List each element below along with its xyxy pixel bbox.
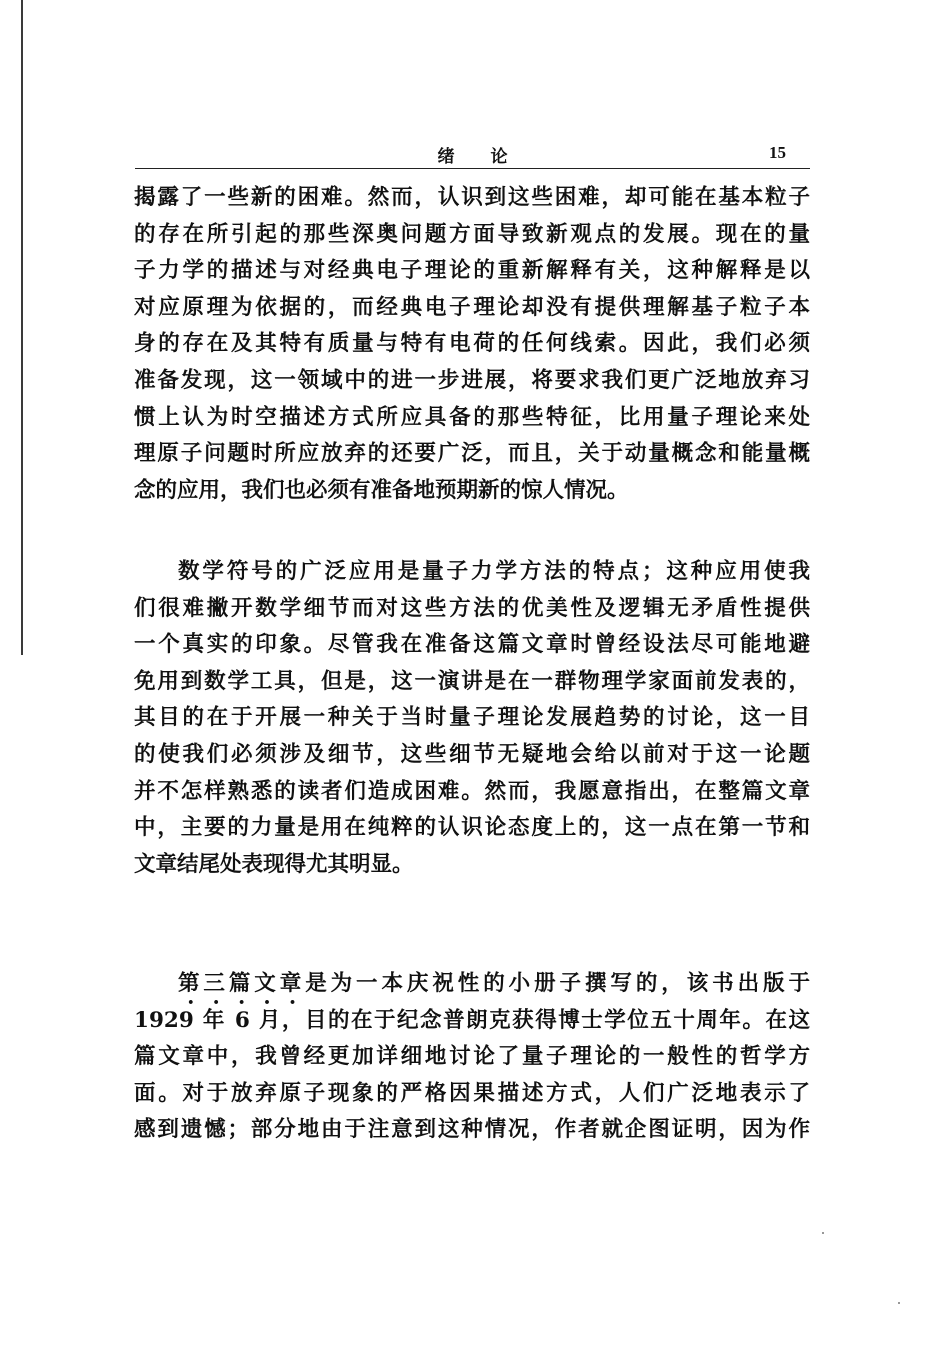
- text-line: 们很难撇开数学细节而对这些方法的优美性及逻辑无矛盾性提供: [134, 595, 810, 621]
- text-line: 其目的在于开展一种关于当时量子理论发展趋势的讨论，这一目: [134, 705, 810, 731]
- page-number: 15: [769, 143, 786, 162]
- scan-speck: [822, 1232, 824, 1234]
- paragraph-1: [134, 180, 810, 509]
- text-line: 并不怎样熟悉的读者们造成困难。然而，我愿意指出，在整篇文章: [134, 778, 810, 804]
- text-line: [134, 966, 810, 1003]
- text-line: 准备发现，这一领域中的进一步进展，将要求我们更广泛地放弃习: [134, 367, 810, 393]
- text-line: 1929 年 6 月，目的在于纪念普朗克获得博士学位五十周年。在这: [134, 1007, 810, 1033]
- text-line: 一个真实的印象。尽管我在准备这篇文章时曾经设法尽可能地避: [134, 632, 810, 658]
- chapter-title: 绪论: [437, 147, 544, 167]
- paragraph-2: [134, 554, 810, 883]
- text-line: 中，主要的力量是用在纯粹的认识论态度上的，这一点在第一节和: [134, 815, 810, 841]
- text-line: 念的应用，我们也必须有准备地预期新的惊人情况。: [134, 477, 629, 503]
- text-line: 理原子问题时所应放弃的还要广泛，而且，关于动量概念和能量概: [134, 441, 810, 467]
- text-line: 的使我们必须涉及细节，这些细节无疑地会给以前对于这一论题: [134, 741, 810, 767]
- text-line: 的存在所引起的那些深奥问题方面导致新观点的发展。现在的量: [134, 221, 810, 247]
- running-header: [135, 140, 810, 169]
- text-line: 对应原理为依据的，而经典电子理论却没有提供理解基子粒子本: [134, 294, 810, 320]
- left-margin-line: [21, 0, 23, 655]
- text-line-rest: 是为一本庆祝性的小册子撰写的，该书出版于: [305, 971, 810, 996]
- text-line: 惯上认为时空描述方式所应具备的那些特征，比用量子理论来处: [134, 404, 810, 430]
- text-line: 感到遗憾；部分地由于注意到这种情况，作者就企图证明，因为作: [134, 1117, 810, 1143]
- emphasized-phrase: 第三篇文章: [178, 971, 306, 996]
- text-line: 文章结尾处表现得尤其明显。: [134, 851, 414, 877]
- scan-speck: [898, 1302, 900, 1304]
- text-line: 面。对于放弃原子现象的严格因果描述方式，人们广泛地表示了: [134, 1080, 810, 1106]
- text-line: 数学符号的广泛应用是量子力学方法的特点；这种应用使我: [178, 559, 810, 584]
- text-line: 揭露了一些新的困难。然而，认识到这些困难，却可能在基本粒子: [134, 185, 810, 210]
- text-line: 篇文章中，我曾经更加详细地讨论了量子理论的一般性的哲学方: [134, 1044, 810, 1070]
- paragraph-3: [134, 966, 810, 1149]
- text-line: 子力学的描述与对经典电子理论的重新解释有关，这种解释是以: [134, 258, 810, 284]
- text-line: 身的存在及其特有质量与特有电荷的任何线索。因此，我们必须: [134, 331, 810, 357]
- text-line: 免用到数学工具，但是，这一演讲是在一群物理学家面前发表的，: [134, 668, 810, 694]
